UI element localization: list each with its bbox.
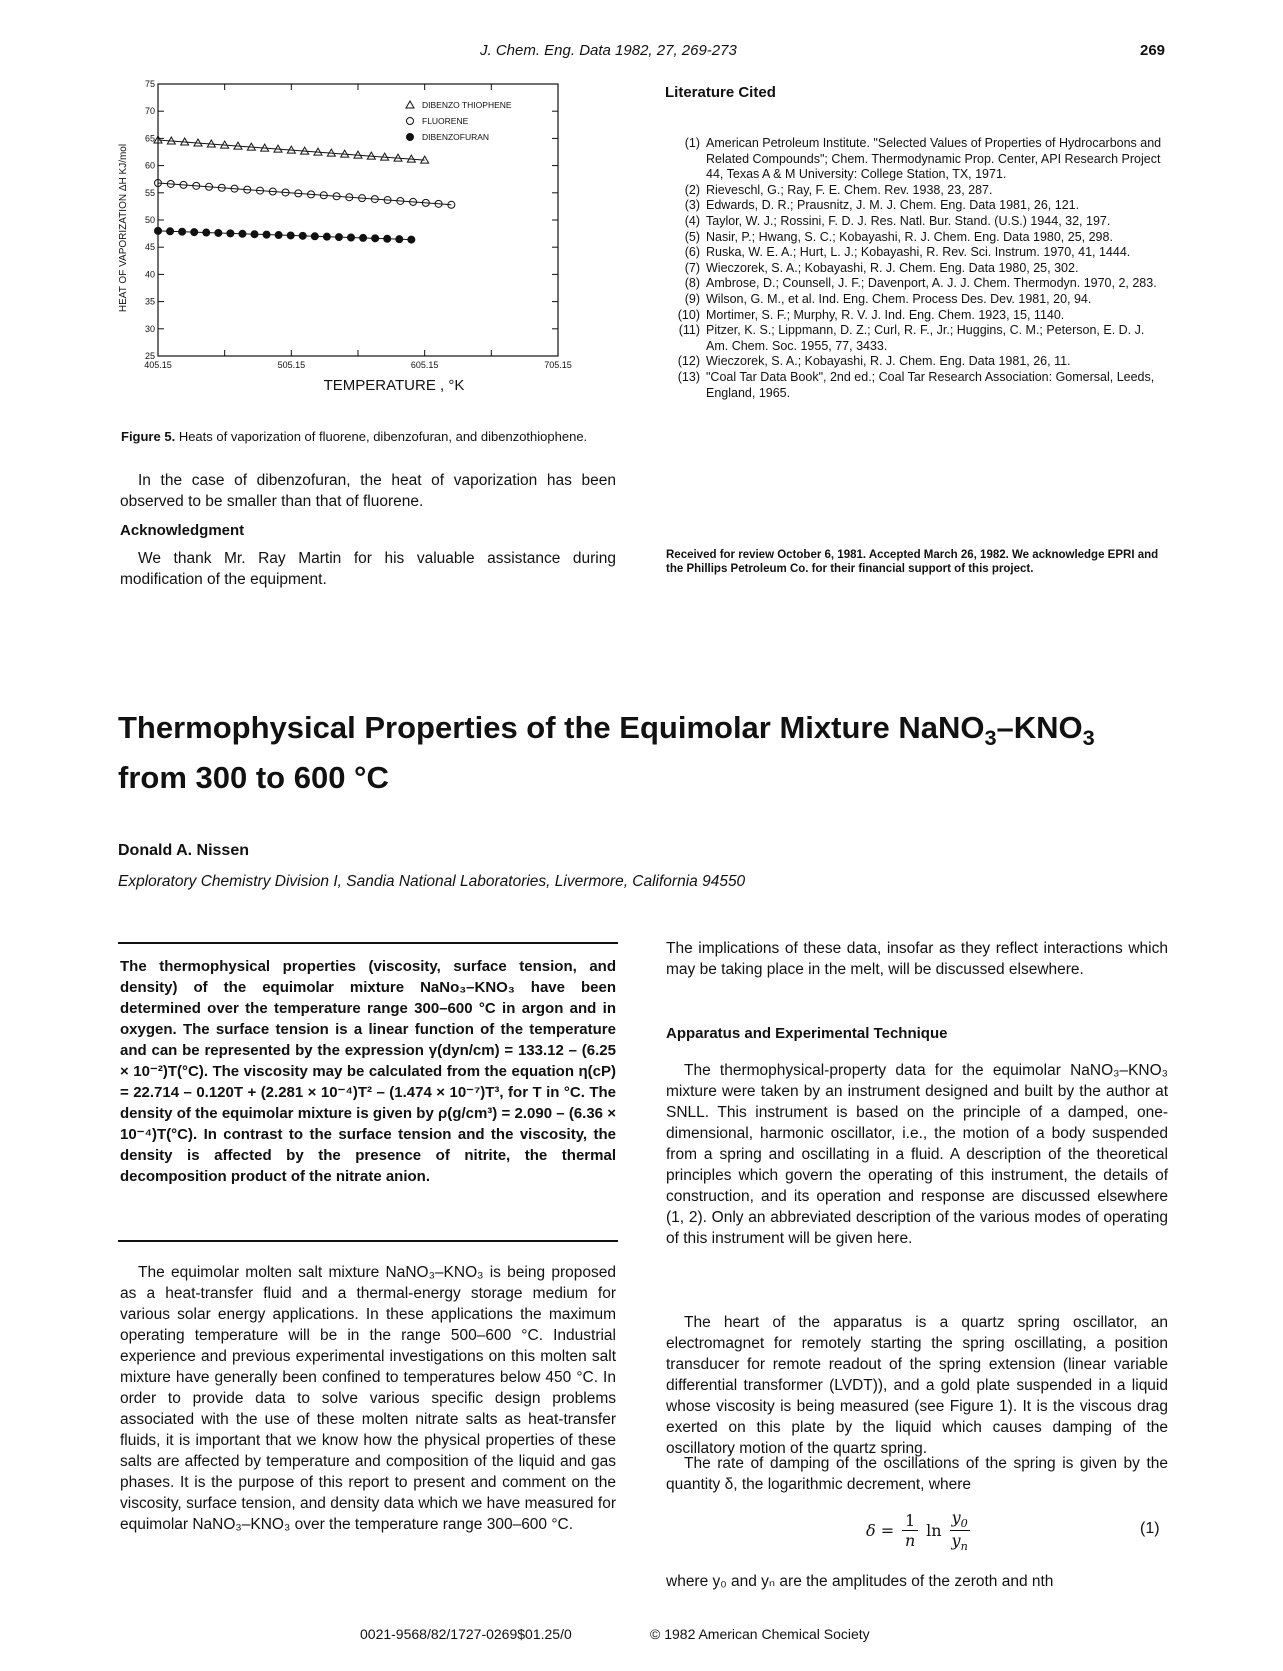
reference-text: Wieczorek, S. A.; Kobayashi, R. J. Chem. Eng. Data 1981, 26, 11. (706, 354, 1071, 369)
reference-text: Taylor, W. J.; Rossini, F. D. J. Res. Natl. Bur. Stand. (U.S.) 1944, 32, 197. (706, 213, 1111, 228)
article-title (118, 708, 1168, 798)
figure-5-chart (118, 78, 630, 434)
y-tick-label: 50 (144, 215, 155, 225)
reference-number: (6) (684, 245, 700, 260)
reference-number: (8) (684, 276, 700, 291)
y-tick-label: 75 (144, 79, 155, 89)
reference-number: (5) (684, 229, 700, 244)
literature-cited-heading: Literature Cited (665, 84, 776, 101)
data-point (179, 228, 186, 235)
reference-item (668, 323, 1168, 354)
legend-entry: FLUORENE (422, 116, 469, 126)
equation-y0 (952, 1508, 968, 1530)
abstract-text: The thermophysical properties (viscosity, surface tension, and density) of the equimolar mixture NaNo₃–KNO₃ have been determined over the temperature range 300–600 °C in argon and in oxygen. The surface tension is a linear function of the temperature and can be represented by the expression γ(dyn/cm) = 133.12 – (6.25 × 10⁻²)T(°C). The viscosity may be calculated from the equation η(cP) = 22.714 – 0.120T + (2.281 × 10⁻⁴)T² – (1.474 × 10⁻⁷)T³, for T in °C. The density of the equimolar mixture is given by ρ(g/cm³) = 2.090 – (6.36 × 10⁻⁴)T(°C). In contrast to the surface tension and the viscosity, the density is affected by the presence of nitrite, the thermal decomposition product of the nitrate anion. (120, 958, 616, 1185)
abstract-bottom-rule (118, 1240, 618, 1242)
series-line (158, 140, 425, 160)
title-sub-1: 3 (984, 725, 997, 751)
equation-number: (1) (1140, 1520, 1160, 1537)
equation-lhs: δ = (866, 1521, 895, 1541)
reference-number: (2) (684, 182, 700, 197)
chart-svg (118, 78, 630, 434)
reference-item (668, 198, 1168, 214)
implications-paragraph: The implications of these data, insofar as they reflect interactions which may be taking place in the melt, will be discussed elsewhere. (666, 940, 1168, 978)
data-point (215, 229, 222, 236)
reference-item (668, 183, 1168, 199)
reference-item (668, 370, 1168, 401)
reference-item (668, 230, 1168, 246)
reference-item (668, 292, 1168, 308)
dibenzofuran-paragraph: In the case of dibenzofuran, the heat of vaporization has been observed to be smaller than that of fluorene. (120, 472, 616, 510)
title-part-1: Thermophysical Properties of the Equimolar Mixture NaNO (118, 710, 985, 745)
legend-marker (406, 101, 414, 108)
data-point (263, 231, 270, 238)
reference-number: (3) (684, 198, 700, 213)
acknowledgment-heading: Acknowledgment (120, 522, 245, 539)
affiliation: Exploratory Chemistry Division I, Sandia National Laboratories, Livermore, California 94550 (118, 873, 746, 890)
footer-copyright: © 1982 American Chemical Society (650, 1626, 870, 1642)
y-tick-label: 25 (144, 351, 155, 361)
series-line (158, 183, 451, 205)
x-tick-label: 405.15 (144, 360, 172, 370)
data-point (384, 235, 391, 242)
data-point (155, 227, 162, 234)
x-tick-label: 705.15 (544, 360, 572, 370)
equation-yn (950, 1530, 970, 1553)
data-point (396, 236, 403, 243)
data-point (311, 233, 318, 240)
reference-text: Edwards, D. R.; Prausnitz, J. M. J. Chem. Eng. Data 1981, 26, 121. (706, 198, 1080, 213)
reference-item (668, 354, 1168, 370)
reference-text: Ruska, W. E. A.; Hurt, L. J.; Kobayashi, R. Rev. Sci. Instrum. 1970, 41, 1444. (706, 245, 1131, 260)
reference-text: Ambrose, D.; Counsell, J. F.; Davenport, A. J. J. Chem. Thermodyn. 1970, 2, 283. (706, 276, 1157, 291)
apparatus-heading: Apparatus and Experimental Technique (666, 1025, 948, 1042)
apparatus-paragraph-1: The thermophysical-property data for the equimolar NaNO₃–KNO₃ mixture were taken by an instrument designed and built by the author at SNLL. This instrument is based on the principle of a damped, one-dimensional, harmonic oscillator, i.e., the motion of a body suspended from a spring and oscillating in a fluid. A description of the theoretical principles which govern the operating of this instrument, the details of construction, and its operation and response are discussed elsewhere (1, 2). Only an abbreviated description of the various modes of operating of this instrument will be given here. (666, 1062, 1168, 1247)
data-point (203, 229, 210, 236)
reference-text: Nasir, P.; Hwang, S. C.; Kobayashi, R. J. Chem. Eng. Data 1980, 25, 298. (706, 229, 1113, 244)
equation-fraction-2 (950, 1508, 970, 1553)
data-point (335, 234, 342, 241)
author-name: Donald A. Nissen (118, 842, 249, 859)
data-point (348, 234, 355, 241)
received-note: Received for review October 6, 1981. Accepted March 26, 1982. We acknowledge EPRI and the Phillips Petroleum Co. for their financial support of this project. (666, 549, 1159, 575)
plot-frame (158, 84, 558, 356)
reference-number: (1) (684, 136, 700, 150)
legend-entry: DIBENZOFURAN (422, 132, 490, 142)
acknowledgment-text: We thank Mr. Ray Martin for his valuable assistance during modification of the equipment. (120, 550, 616, 588)
reference-number: (12) (677, 354, 700, 369)
reference-item (668, 214, 1168, 230)
reference-item (668, 261, 1168, 277)
data-point (360, 234, 367, 241)
data-point (191, 229, 198, 236)
equation-y0-base: y (951, 1508, 961, 1527)
equation-yn-base: y (951, 1531, 961, 1551)
data-point (299, 232, 306, 239)
equation-yn-sub: n (960, 1540, 968, 1554)
title-part-2: –KNO (996, 710, 1083, 745)
reference-item (668, 136, 1168, 183)
intro-paragraph: The equimolar molten salt mixture NaNO₃–KNO₃ is being proposed as a heat-transfer fluid and a thermal-energy storage medium for various solar energy applications. In these applications the maximum operating temperature will be in the range 500–600 °C. Industrial experience and previous experimental investigations on this molten salt mixture have generally been confined to temperatures below 450 °C. In order to provide data to solve various specific design problems associated with the use of these molten nitrate salts as heat-transfer fluids, it is important that we know how the physical properties of these salts are affected by temperature and composition of the liquid and gas phases. It is the purpose of this report to present and comment on the viscosity, surface tension, and density data which we have measured for equimolar NaNO₃–KNO₃ over the temperature range 300–600 °C. (120, 1264, 616, 1533)
y-axis-label: HEAT OF VAPORIZATION ΔH KJ/mol (118, 143, 129, 313)
x-tick-label: 605.15 (410, 360, 439, 370)
data-point (372, 235, 379, 242)
y-tick-label: 65 (144, 133, 155, 144)
footer-code: 0021-9568/82/1727-0269$01.25/0 (360, 1626, 572, 1642)
y-tick-label: 55 (144, 187, 155, 198)
y-tick-label: 70 (144, 106, 155, 117)
reference-item (668, 276, 1168, 292)
reference-number: (10) (677, 307, 700, 322)
equation-1 (866, 1508, 970, 1558)
reference-text: "Coal Tar Data Book", 2nd ed.; Coal Tar Research Association: Gomersal, Leeds, England, 1965. (706, 369, 1155, 400)
reference-number: (4) (684, 213, 700, 228)
x-axis-label: TEMPERATURE , °K (323, 377, 465, 394)
data-point (167, 228, 174, 235)
y-tick-label: 35 (144, 296, 155, 307)
reference-text: Wieczorek, S. A.; Kobayashi, R. J. Chem. Eng. Data 1980, 25, 302. (706, 260, 1079, 275)
reference-number: (11) (678, 323, 700, 338)
data-point (408, 236, 415, 243)
apparatus-paragraph-3: The rate of damping of the oscillations of the spring is given by the quantity δ, the logarithmic decrement, where (666, 1455, 1168, 1493)
reference-list (668, 136, 1168, 401)
reference-number: (7) (684, 260, 700, 275)
figure-caption (121, 428, 626, 445)
reference-number: (13) (677, 369, 700, 384)
figure-caption-text: Heats of vaporization of fluorene, dibenzofuran, and dibenzothiophene. (178, 429, 588, 444)
reference-text: Pitzer, K. S.; Lippmann, D. Z.; Curl, R. F., Jr.; Huggins, C. M.; Peterson, E. D. J. Am. Chem. Soc. 1955, 77, 3433. (706, 323, 1145, 353)
y-tick-label: 30 (144, 323, 155, 334)
data-point (275, 232, 282, 239)
y-tick-label: 40 (144, 269, 155, 280)
apparatus-paragraph-2: The heart of the apparatus is a quartz spring oscillator, an electromagnet for remotely starting the spring oscillating, a position transducer for remote readout of the spring extension (linear variable differential transformer (LVDT)), and a gold plate suspended in a liquid whose viscosity is being measured (see Figure 1). It is the viscous drag exerted on this plate by the liquid which causes damping of the oscillatory motion of the quartz spring. (666, 1314, 1168, 1457)
legend-marker (407, 118, 414, 125)
y-tick-label: 45 (144, 242, 155, 253)
legend-entry: DIBENZO THIOPHENE (422, 100, 512, 110)
figure-label: Figure 5. (121, 429, 176, 444)
data-point (227, 230, 234, 237)
reference-text: Rieveschl, G.; Ray, F. E. Chem. Rev. 1938, 23, 287. (706, 182, 993, 197)
equation-denominator-1: n (902, 1530, 918, 1550)
data-point (251, 231, 258, 238)
y-tick-label: 60 (144, 160, 155, 171)
equation-numerator-1: 1 (905, 1511, 916, 1531)
data-point (323, 233, 330, 240)
equation-ln: ln (926, 1521, 942, 1541)
reference-item (668, 245, 1168, 261)
reference-text: American Petroleum Institute. "Selected Values of Properties of Hydrocarbons and Related Compounds"; Chem. Thermodynamic Prop. Center, API Research Project 44, Texas A & M University: College Station, TX, 1971. (706, 136, 1162, 182)
x-tick-label: 505.15 (277, 360, 306, 370)
reference-number: (9) (684, 291, 700, 306)
journal-header: J. Chem. Eng. Data 1982, 27, 269-273 (480, 42, 737, 59)
equation-y0-sub: 0 (960, 1517, 968, 1531)
title-line-2: from 300 to 600 °C (118, 760, 389, 796)
data-point (239, 230, 246, 237)
equation-fraction-1 (902, 1511, 918, 1550)
reference-item (668, 308, 1168, 324)
data-point (287, 232, 294, 239)
page-number: 269 (1140, 42, 1166, 59)
abstract-top-rule (118, 942, 618, 944)
title-sub-2: 3 (1082, 725, 1095, 751)
reference-text: Mortimer, S. F.; Murphy, R. V. J. Ind. Eng. Chem. 1923, 15, 1140. (706, 307, 1065, 322)
reference-text: Wilson, G. M., et al. Ind. Eng. Chem. Process Des. Dev. 1981, 20, 94. (706, 291, 1092, 306)
amplitudes-sentence: where y₀ and yₙ are the amplitudes of the zeroth and nth (666, 1573, 1054, 1590)
legend-marker (407, 134, 414, 141)
